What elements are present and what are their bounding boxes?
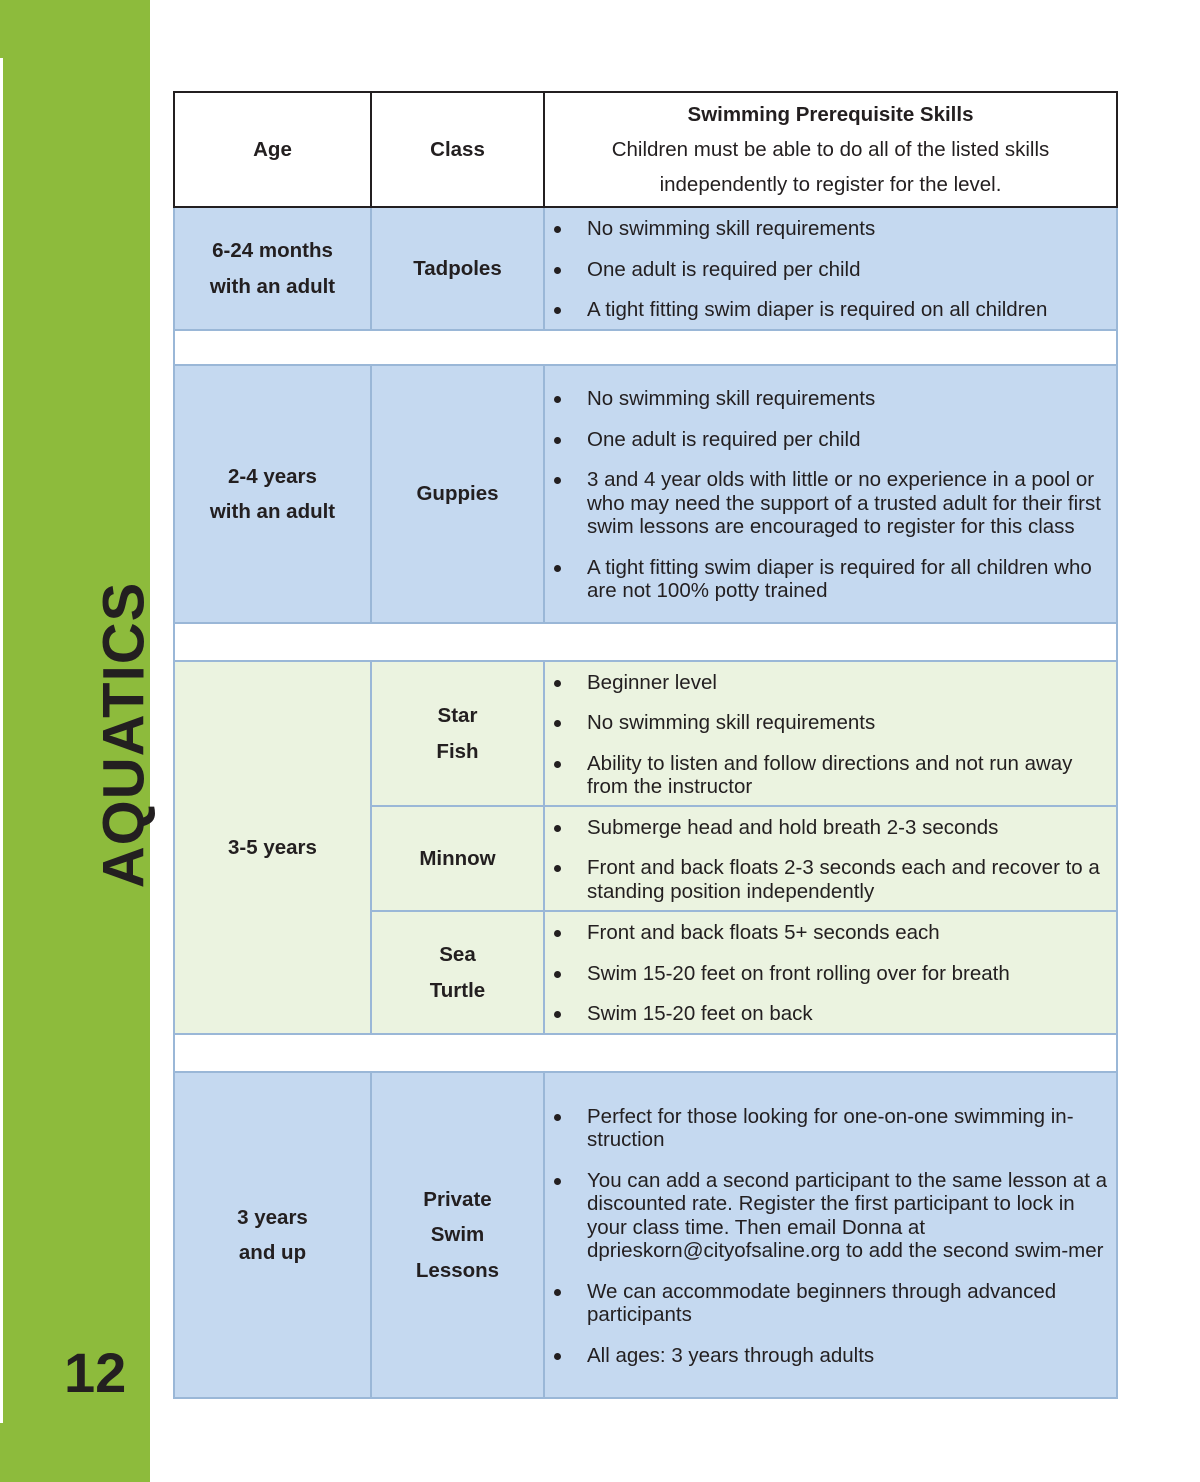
skill-item: No swimming skill requirements — [545, 711, 1108, 735]
spacer-row — [174, 1034, 1117, 1072]
class-name: Fish — [436, 739, 479, 763]
spacer-cell — [174, 330, 1117, 365]
spacer-cell — [174, 1034, 1117, 1072]
skill-item: A tight fitting swim diaper is required for all children who are not 100% potty trained — [545, 556, 1108, 603]
skills-cell — [544, 365, 1117, 623]
class-cell — [371, 365, 544, 623]
skill-item: Front and back floats 5+ seconds each — [545, 921, 1108, 945]
skills-cell — [544, 1072, 1117, 1398]
age-line: with an adult — [209, 500, 336, 523]
skills-cell — [544, 661, 1117, 806]
skill-item: We can accommodate beginners through advanced participants — [545, 1280, 1108, 1327]
skill-item: Swim 15-20 feet on front rolling over for breath — [545, 962, 1108, 986]
class-name: Turtle — [429, 978, 486, 1002]
skill-item: All ages: 3 years through adults — [545, 1344, 1108, 1368]
skill-item: Submerge head and hold breath 2-3 seconds — [545, 816, 1108, 840]
class-name: Lessons — [415, 1258, 500, 1282]
skill-item: 3 and 4 year olds with little or no experience in a pool or who may need the support of a trusted adult for their first swim lessons are encouraged to register for this class — [545, 468, 1108, 539]
class-name: Guppies — [416, 482, 499, 506]
age-line: 2-4 years — [228, 464, 317, 488]
header-age: Age — [174, 92, 371, 207]
table-row-tadpoles — [174, 207, 1117, 330]
class-name: Sea — [439, 943, 476, 966]
skill-item: One adult is required per child — [545, 258, 1108, 282]
sidebar-edge-strip — [0, 58, 3, 1423]
age-cell — [174, 661, 371, 1034]
skill-item: Front and back floats 2-3 seconds each and recover to a standing position independently — [545, 856, 1108, 903]
spacer-row — [174, 330, 1117, 365]
skills-cell — [544, 207, 1117, 330]
header-class: Class — [371, 92, 544, 207]
skill-item: A tight fitting swim diaper is required on all children — [545, 298, 1108, 322]
header-skills-note-line1: Children must be able to do all of the listed skills — [611, 138, 1050, 161]
age-cell — [174, 1072, 371, 1398]
section-title: AQUATICS — [91, 581, 157, 889]
skill-item: One adult is required per child — [545, 428, 1108, 452]
skill-item: No swimming skill requirements — [545, 387, 1108, 411]
class-cell — [371, 911, 544, 1034]
skills-list — [545, 387, 1108, 603]
table-row-guppies — [174, 365, 1117, 623]
age-line: 3-5 years — [228, 835, 317, 859]
skills-list — [545, 217, 1108, 322]
class-name: Star — [437, 704, 478, 727]
skill-item: Swim 15-20 feet on back — [545, 1002, 1108, 1026]
age-line: with an adult — [209, 274, 336, 298]
skills-cell — [544, 806, 1117, 911]
class-name: Minnow — [419, 846, 496, 870]
class-cell — [371, 207, 544, 330]
header-skills-title: Swimming Prerequisite Skills — [687, 103, 974, 126]
age-line: 6-24 months — [212, 239, 333, 262]
age-line: 3 years — [237, 1205, 308, 1229]
header-skills-note-line2: independently to register for the level. — [659, 173, 1002, 196]
spacer-row — [174, 623, 1117, 661]
skills-list — [545, 816, 1108, 904]
table-row-starfish — [174, 661, 1117, 806]
skill-item: Ability to listen and follow directions and not run away from the instructor — [545, 752, 1108, 799]
page-number: 12 — [64, 1341, 127, 1404]
age-line: and up — [238, 1241, 307, 1264]
header-skills — [544, 92, 1117, 207]
skill-item: Beginner level — [545, 671, 1108, 695]
age-cell — [174, 207, 371, 330]
swim-classes-table — [173, 91, 1118, 1399]
class-name: Tadpoles — [413, 256, 502, 280]
class-cell — [371, 661, 544, 806]
skill-item: Perfect for those looking for one-on-one swimming in-struction — [545, 1105, 1108, 1152]
skills-cell — [544, 911, 1117, 1034]
table-row-private — [174, 1072, 1117, 1398]
class-name: Private — [423, 1187, 492, 1211]
skill-item: You can add a second participant to the same lesson at a discounted rate. Register the first participant to lock in your class time. Then email Donna at dprieskorn@cityofsaline.org to add the second swim-mer — [545, 1169, 1108, 1263]
age-cell — [174, 365, 371, 623]
class-name: Swim — [430, 1223, 485, 1247]
skills-list — [545, 1105, 1108, 1368]
table-header-row — [174, 92, 1117, 207]
spacer-cell — [174, 623, 1117, 661]
class-cell — [371, 806, 544, 911]
skill-item: No swimming skill requirements — [545, 217, 1108, 241]
skills-list — [545, 671, 1108, 799]
skills-list — [545, 921, 1108, 1026]
sidebar — [0, 0, 157, 1482]
class-cell — [371, 1072, 544, 1398]
